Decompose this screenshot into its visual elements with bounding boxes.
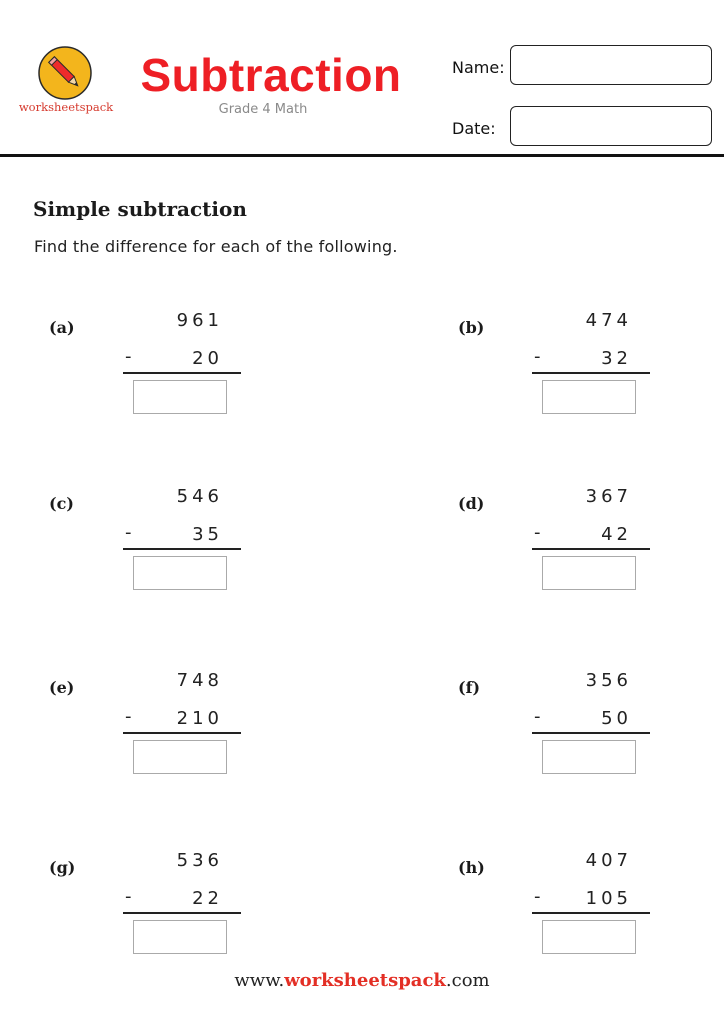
minuend: 748 (176, 670, 223, 691)
page-title: Subtraction (140, 49, 402, 101)
subtrahend: 105 (585, 888, 632, 909)
answer-line (123, 732, 241, 734)
answer-box[interactable] (542, 920, 636, 954)
header-divider (0, 154, 724, 157)
minus-sign: - (125, 886, 132, 907)
minus-sign: - (534, 346, 541, 367)
footer-url[interactable] (0, 970, 724, 991)
answer-line (532, 732, 650, 734)
answer-line (123, 548, 241, 550)
problem-label: (a) (49, 318, 75, 337)
problem-label: (f) (458, 678, 481, 697)
name-field[interactable] (510, 45, 712, 85)
brand-name: worksheetspack (18, 100, 114, 114)
minus-sign: - (534, 522, 541, 543)
subtrahend: 35 (192, 524, 223, 545)
problem-label: (g) (49, 858, 76, 877)
problem-label: (b) (458, 318, 485, 337)
answer-line (532, 912, 650, 914)
answer-box[interactable] (133, 740, 227, 774)
page-subtitle: Grade 4 Math (218, 102, 308, 117)
problem-f (458, 670, 658, 790)
problem-c (49, 486, 249, 606)
subtrahend: 42 (601, 524, 632, 545)
footer-prefix: www. (234, 970, 285, 991)
answer-line (532, 548, 650, 550)
problem-g (49, 850, 249, 970)
problem-a (49, 310, 249, 430)
subtrahend: 210 (176, 708, 223, 729)
problem-h (458, 850, 658, 970)
minuend: 474 (585, 310, 632, 331)
minus-sign: - (534, 886, 541, 907)
footer-suffix: .com (445, 970, 490, 991)
answer-line (123, 372, 241, 374)
minuend: 536 (176, 850, 223, 871)
footer-brand: worksheetspack (284, 970, 446, 991)
answer-box[interactable] (542, 740, 636, 774)
name-label: Name: (452, 58, 505, 77)
minus-sign: - (125, 522, 132, 543)
answer-box[interactable] (542, 556, 636, 590)
answer-line (123, 912, 241, 914)
subtrahend: 22 (192, 888, 223, 909)
minus-sign: - (125, 706, 132, 727)
minuend: 367 (585, 486, 632, 507)
problem-label: (e) (49, 678, 75, 697)
problem-label: (c) (49, 494, 74, 513)
problem-e (49, 670, 249, 790)
answer-box[interactable] (133, 556, 227, 590)
date-field[interactable] (510, 106, 712, 146)
answer-line (532, 372, 650, 374)
answer-box[interactable] (133, 380, 227, 414)
minuend: 356 (585, 670, 632, 691)
subtrahend: 20 (192, 348, 223, 369)
minuend: 407 (585, 850, 632, 871)
instruction-text: Find the difference for each of the following. (34, 237, 398, 256)
pencil-logo-icon (38, 46, 92, 100)
subtrahend: 32 (601, 348, 632, 369)
section-title: Simple subtraction (33, 197, 247, 221)
problem-d (458, 486, 658, 606)
problem-label: (h) (458, 858, 485, 877)
problem-label: (d) (458, 494, 485, 513)
minuend: 546 (176, 486, 223, 507)
minus-sign: - (534, 706, 541, 727)
answer-box[interactable] (542, 380, 636, 414)
subtrahend: 50 (601, 708, 632, 729)
answer-box[interactable] (133, 920, 227, 954)
date-label: Date: (452, 119, 496, 138)
minus-sign: - (125, 346, 132, 367)
minuend: 961 (176, 310, 223, 331)
problem-b (458, 310, 658, 430)
